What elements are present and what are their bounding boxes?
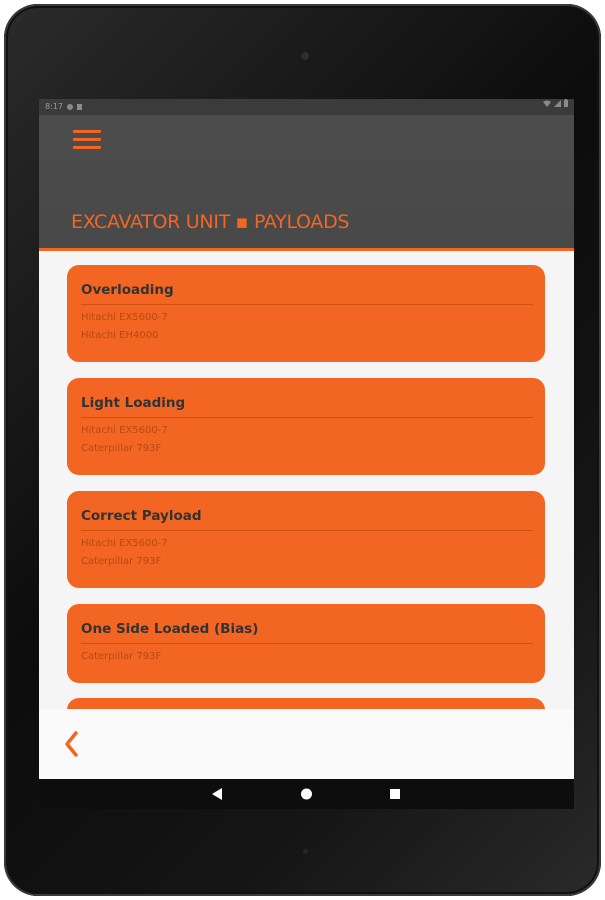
hamburger-menu-icon[interactable] xyxy=(73,130,101,150)
card-equipment-item: Caterpillar 793F xyxy=(81,443,162,454)
payload-card-overloading[interactable] xyxy=(67,265,545,362)
screen xyxy=(39,99,574,809)
battery-icon xyxy=(564,99,568,107)
device-sensor-dot xyxy=(303,849,308,854)
wifi-icon xyxy=(543,100,551,107)
status-time: 8:17 xyxy=(45,102,63,111)
card-divider xyxy=(81,530,533,531)
card-equipment-item: Hitachi EH4000 xyxy=(81,330,159,341)
system-nav-bar xyxy=(39,779,574,809)
card-equipment-item: Hitachi EX5600-7 xyxy=(81,425,168,436)
triangle-back-icon[interactable] xyxy=(211,787,223,801)
payload-list xyxy=(39,251,574,709)
app-bar xyxy=(39,115,574,251)
card-divider xyxy=(81,304,533,305)
payload-card-partial[interactable] xyxy=(67,698,545,709)
card-title: Overloading xyxy=(81,282,174,298)
card-title: One Side Loaded (Bias) xyxy=(81,621,259,637)
circle-home-icon[interactable] xyxy=(300,787,313,801)
card-title: Light Loading xyxy=(81,395,186,411)
payload-card-one-side-loaded[interactable] xyxy=(67,604,545,683)
card-equipment-item: Hitachi EX5600-7 xyxy=(81,312,168,323)
payload-card-correct-payload[interactable] xyxy=(67,491,545,588)
bottom-bar xyxy=(39,709,574,779)
square-recents-icon[interactable] xyxy=(389,787,401,801)
card-equipment-item: Caterpillar 793F xyxy=(81,556,162,567)
status-bar xyxy=(39,99,574,115)
tablet-frame xyxy=(4,4,601,896)
chevron-left-icon[interactable] xyxy=(61,730,83,758)
signal-icon xyxy=(554,100,561,107)
card-title: Correct Payload xyxy=(81,508,202,524)
sync-icon xyxy=(67,104,73,110)
front-camera xyxy=(301,52,309,60)
card-equipment-item: Caterpillar 793F xyxy=(81,651,162,662)
card-divider xyxy=(81,417,533,418)
card-divider xyxy=(81,643,533,644)
card-equipment-item: Hitachi EX5600-7 xyxy=(81,538,168,549)
payload-card-light-loading[interactable] xyxy=(67,378,545,475)
page-title: EXCAVATOR UNIT ▪ PAYLOADS xyxy=(71,211,350,233)
notification-icon xyxy=(77,104,82,110)
